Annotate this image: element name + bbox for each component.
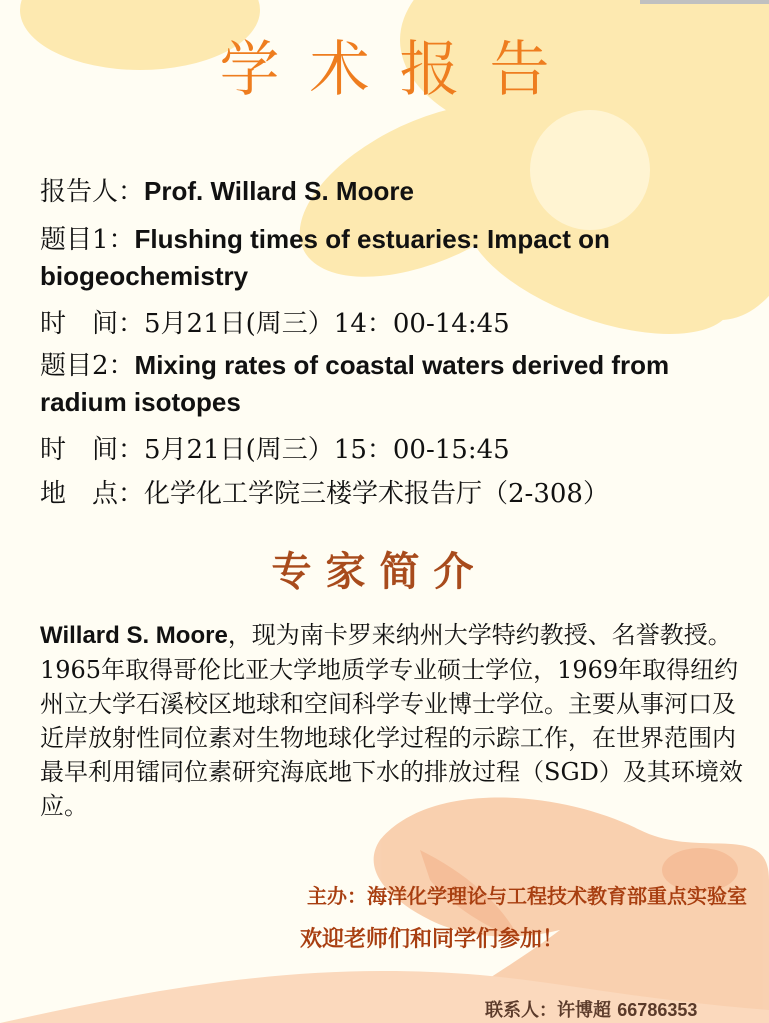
contact-label: 联系人： [485, 1000, 557, 1021]
profile-body: ，现为南卡罗来纳州大学特约教授、名誉教授。1965年取得哥伦比亚大学地质学专业硕士学位，1969年取得纽约州立大学石溪校区地球和空间科学专业博士学位。主要从事河口及近岸放射性同位素对生物地球化学过程的示踪工作，在世界范围内最早利用镭同位素研究海底地下水的排放过程（SGD）及其环境效应。 [40, 621, 743, 820]
page-title: 学术报告 [219, 35, 580, 105]
time1-label: 时 间： [40, 309, 145, 339]
time2-line [40, 431, 740, 469]
host-line: 主办：海洋化学理论与工程技术教育部重点实验室 [307, 884, 747, 908]
profile-name: Willard S. Moore [40, 622, 228, 649]
topic1-line [40, 221, 740, 295]
speaker-label: 报告人： [40, 177, 145, 207]
welcome-line: 欢迎老师们和同学们参加！ [300, 926, 565, 952]
topic2-label: 题目2： [40, 351, 135, 381]
topic1-label: 题目1： [40, 225, 135, 255]
time2-label: 时 间： [40, 435, 145, 465]
place-label: 地 点： [40, 479, 145, 509]
speaker-line [40, 172, 740, 211]
topic1-title: Flushing times of estuaries: Impact on biogeochemistry [40, 224, 610, 291]
contact-phone: 66786353 [617, 1000, 698, 1020]
place-line [40, 475, 740, 513]
topic2-line [40, 347, 740, 421]
profile-title: 专家简介 [271, 548, 488, 595]
profile-text [40, 618, 750, 823]
place-value: 化学化工学院三楼学术报告厅（2-308） [144, 479, 609, 509]
lecture-info [40, 172, 740, 513]
contact-line [485, 996, 697, 1022]
time1-line [40, 305, 740, 343]
speaker-name: Prof. Willard S. Moore [144, 176, 414, 206]
time2-value: 5月21日(周三）15：00-15:45 [144, 435, 510, 465]
time1-value: 5月21日(周三）14：00-14:45 [144, 309, 510, 339]
topic2-title: Mixing rates of coastal waters derived from radium isotopes [40, 350, 670, 417]
contact-name: 许博超 [557, 1000, 611, 1021]
